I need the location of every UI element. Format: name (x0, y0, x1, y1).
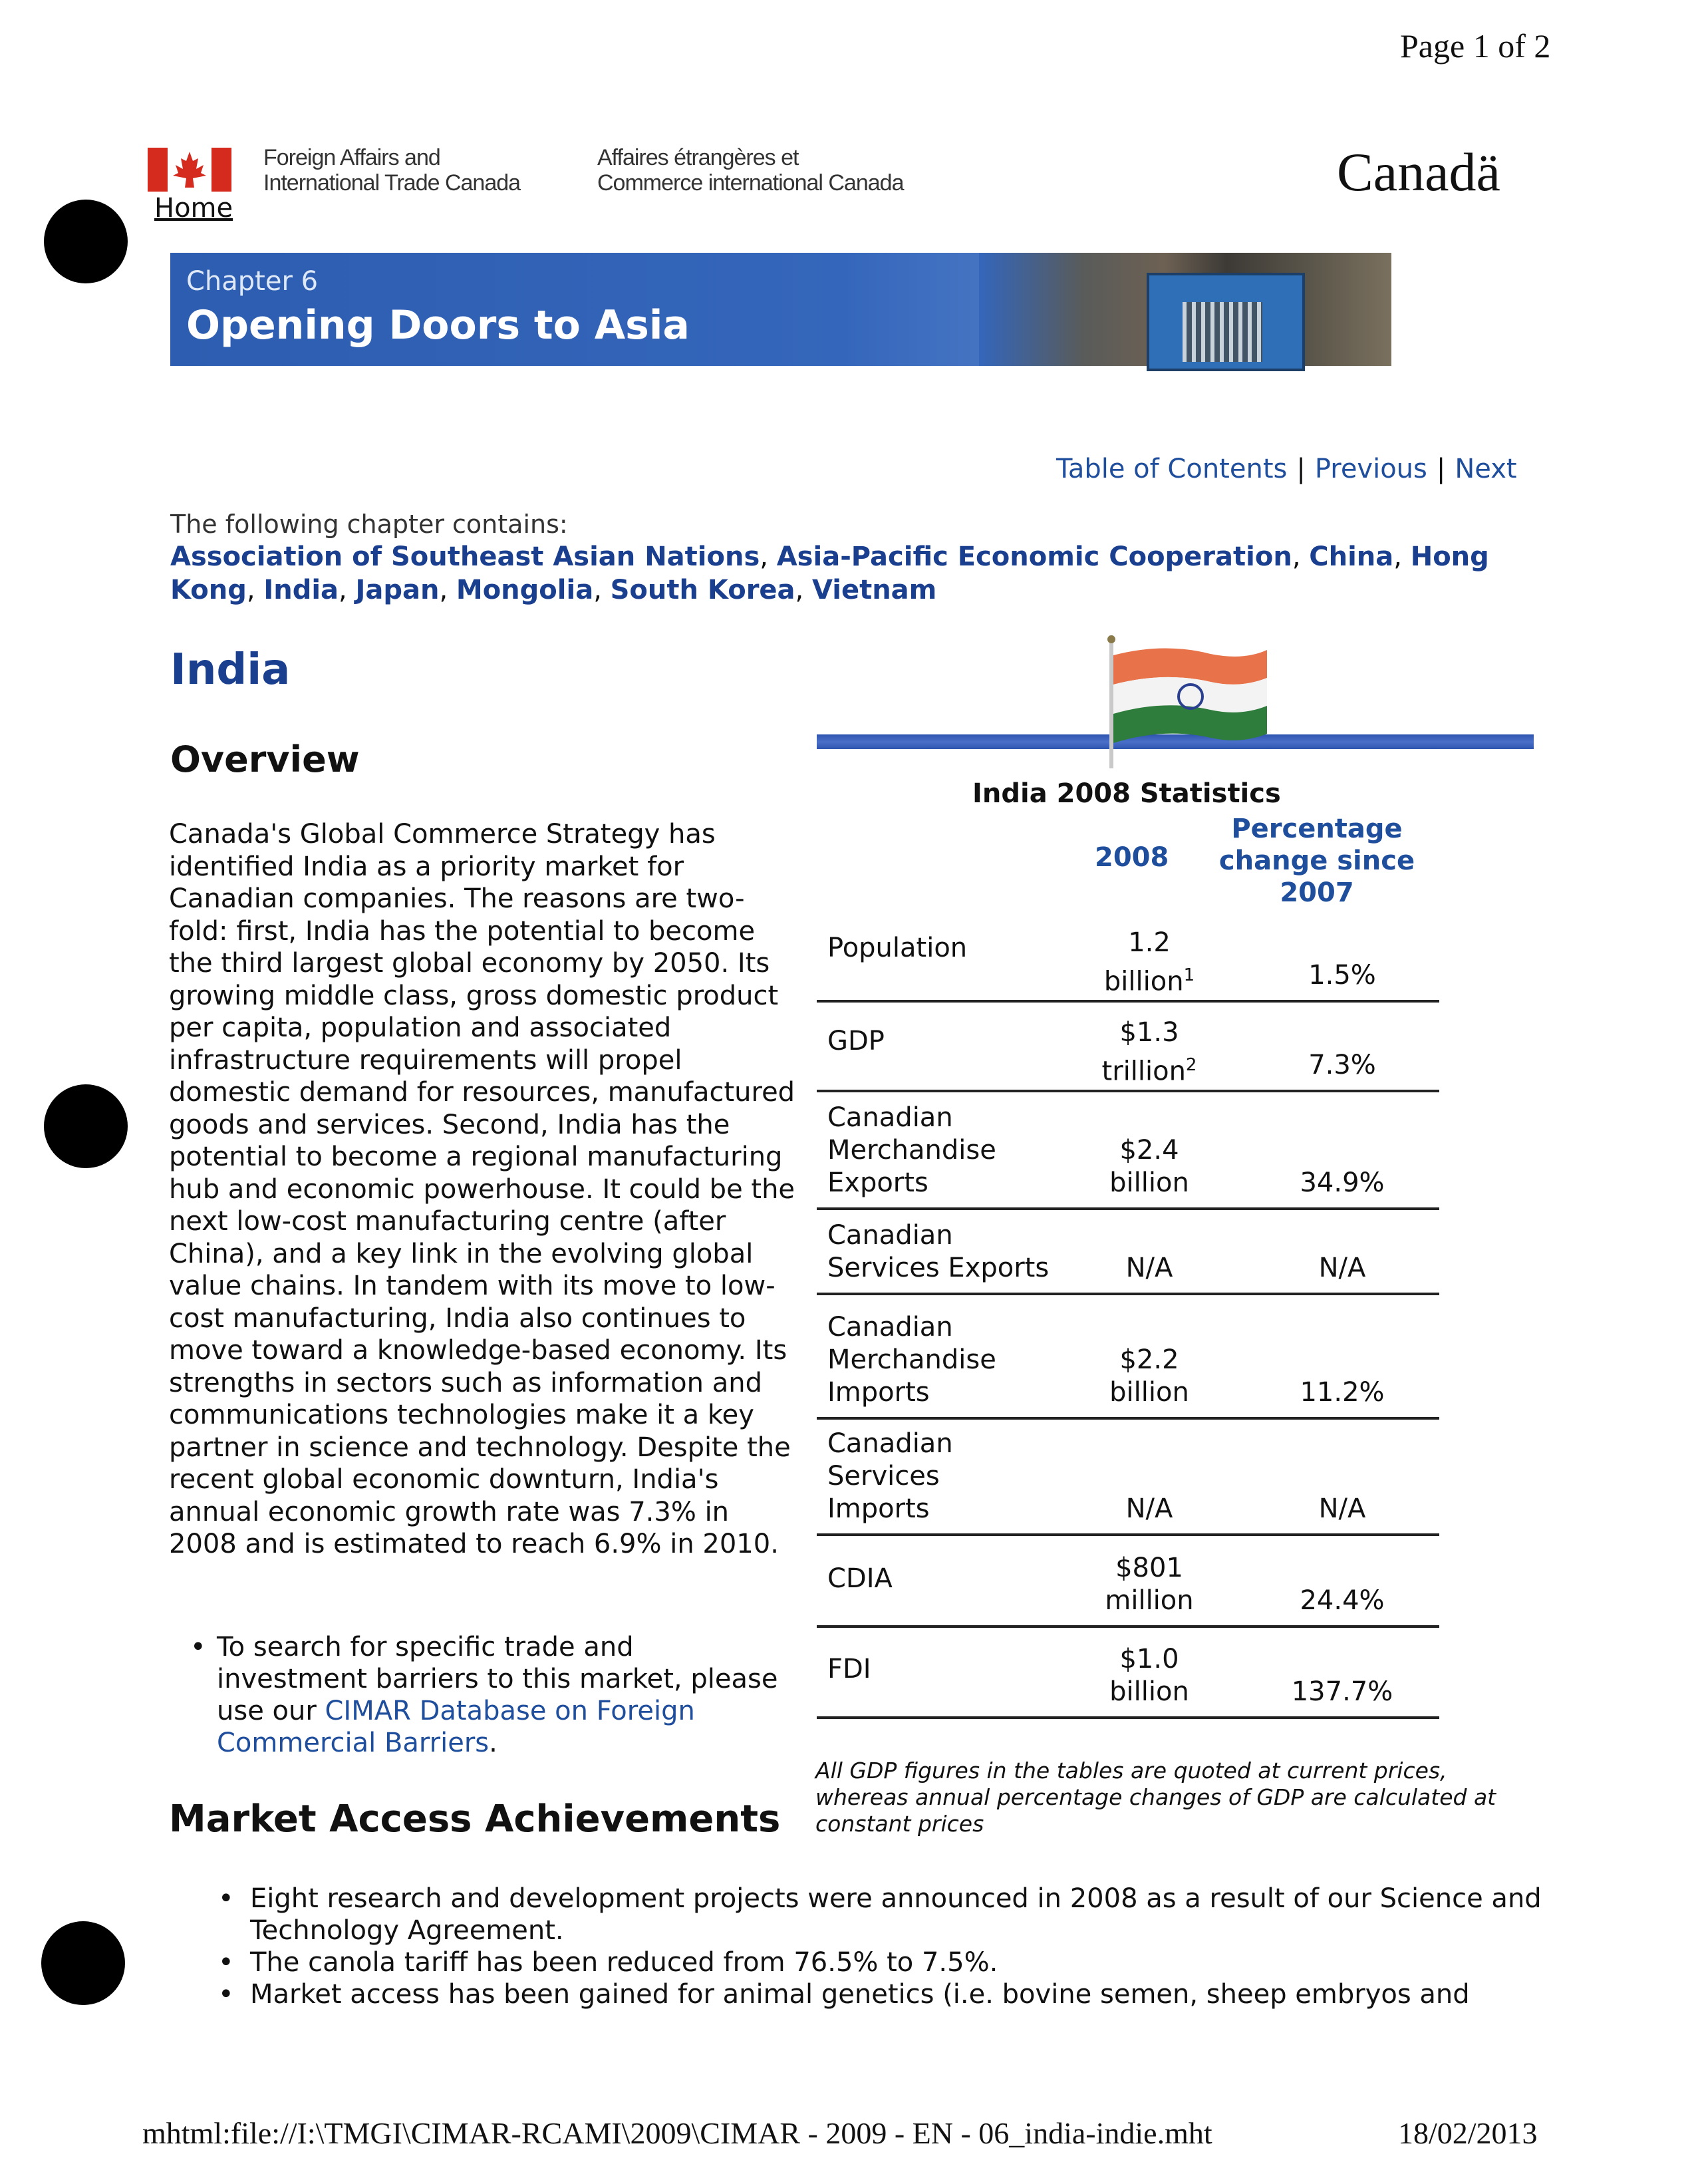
previous-link[interactable]: Previous (1314, 454, 1427, 484)
stats-row-value: $801 million (1105, 1553, 1194, 1616)
chapter-country-links: Association of Southeast Asian Nations, Asia-Pacific Economic Cooperation, China, Hong Kong, India, Japan, Mongolia, South Korea, Vietnam (170, 542, 1489, 605)
stats-row-value: N/A (1125, 1493, 1173, 1524)
cimar-database-link[interactable]: CIMAR Database on Foreign Commercial Barriers (217, 1696, 695, 1758)
stats-row (817, 1627, 1439, 1719)
footnote-marker: 2 (1185, 1055, 1197, 1075)
stats-row-label: Population (827, 933, 968, 963)
stats-row-pct: 24.4% (1300, 1585, 1385, 1616)
page-nav (1056, 454, 1517, 484)
stats-row-value: N/A (1125, 1253, 1173, 1283)
stats-col-pct: Percentage change since 2007 (1218, 814, 1415, 908)
list-item: • Market access has been gained for animal genetics (i.e. bovine semen, sheep embryos and (218, 1979, 1470, 2010)
stats-row (817, 901, 1439, 1003)
country-link-india[interactable]: India (263, 575, 339, 605)
stats-title: India 2008 Statistics (972, 778, 1281, 809)
stats-row-pct: 11.2% (1300, 1377, 1385, 1408)
list-item: • Eight research and development projects were announced in 2008 as a result of our Science and Technology Agreement. (218, 1883, 1542, 1946)
stats-row (817, 1091, 1439, 1210)
footnote-marker: 1 (1183, 965, 1195, 985)
next-link[interactable]: Next (1455, 454, 1517, 484)
list-item: • The canola tariff has been reduced from 76.5% to 7.5%. (218, 1947, 998, 1978)
stats-row (817, 1294, 1439, 1420)
country-link-hong-kong[interactable]: Hong Kong (170, 542, 1489, 605)
home-link[interactable]: Home (154, 193, 233, 224)
country-link-china[interactable]: China (1309, 542, 1394, 572)
search-bullet: • To search for specific trade and investment barriers to this market, please use our CIMAR Database on Foreign Commercial Barriers. (190, 1632, 778, 1758)
nav-separator: | (1436, 454, 1446, 484)
stats-row-label: Canadian Services Exports (827, 1220, 1050, 1283)
nav-separator: | (1296, 454, 1306, 484)
stats-row-value: 1.2 billion$^1$ (1103, 927, 1195, 997)
stats-row (817, 1417, 1439, 1536)
chapter-banner (170, 253, 1391, 366)
file-path: mhtml:file://I:\TMGI\CIMAR-RCAMI\2009\CIMAR - 2009 - EN - 06_india-indie.mht (142, 2116, 1212, 2150)
country-title: India (170, 645, 291, 695)
stats-row-label: CDIA (827, 1563, 893, 1594)
country-link-asean[interactable]: Association of Southeast Asian Nations (170, 542, 760, 572)
overview-heading: Overview (170, 738, 360, 780)
dept-name-en: Foreign Affairs and International Trade Canada (263, 145, 521, 196)
stats-row-pct: 7.3% (1308, 1050, 1376, 1080)
stats-row (817, 1537, 1439, 1628)
stats-row (817, 1207, 1439, 1295)
chapter-number: Chapter 6 (186, 266, 319, 297)
stats-row-value: $1.0 billion (1109, 1644, 1189, 1707)
punch-hole (44, 200, 128, 283)
stats-row-pct: 137.7% (1291, 1676, 1393, 1707)
country-link-south-korea[interactable]: South Korea (610, 575, 795, 605)
market-access-heading: Market Access Achievements (169, 1797, 781, 1841)
stats-row-pct: N/A (1318, 1253, 1366, 1283)
dept-name-fr: Affaires étrangères et Commerce international Canada (597, 145, 904, 196)
truck-photo (979, 253, 1391, 366)
stats-row-label: GDP (827, 1026, 885, 1056)
country-link-vietnam[interactable]: Vietnam (811, 575, 937, 605)
table-of-contents-link[interactable]: Table of Contents (1056, 454, 1288, 484)
market-access-list (218, 1883, 1574, 2010)
stats-row-value: $1.3 trillion$^2$ (1101, 1017, 1197, 1087)
stats-row-value: $2.4 billion (1109, 1135, 1189, 1198)
stats-col-2008: 2008 (1095, 842, 1169, 873)
chapter-title: Opening Doors to Asia (186, 302, 690, 349)
truck-icon (1147, 273, 1305, 371)
stats-row-pct: N/A (1318, 1493, 1366, 1524)
india-flag-icon (1104, 635, 1270, 768)
stats-row-label: Canadian Services Imports (827, 1428, 953, 1524)
country-link-japan[interactable]: Japan (355, 575, 440, 605)
stats-row-label: FDI (827, 1653, 871, 1684)
contains-label: The following chapter contains: (170, 510, 568, 539)
canada-wordmark: Canadä (1337, 142, 1500, 202)
punch-hole (41, 1921, 125, 2005)
country-link-apec[interactable]: Asia-Pacific Economic Cooperation (776, 542, 1292, 572)
stats-row-pct: 1.5% (1308, 960, 1376, 991)
overview-text: Canada's Global Commerce Strategy has identified India as a priority market for Canadian companies. The reasons are two-fold: first, India has the potential to become the third largest global economy by 2050. Its growing middle class, gross domestic product per capita, population and associated infrastructure requirements will propel domestic demand for resources, manufactured goods and services. Second, India has the potential to become a regional manufacturing hub and economic powerhouse. It could be the next low-cost manufacturing centre (after China), and a key link in the evolving global value chains. In tandem with its move to low-cost manufacturing, India also continues to move toward a knowledge-based economy. Its strengths in sectors such as information and communications technologies make it a key partner in science and technology. Despite the recent global economic downturn, India's annual economic growth rate was 7.3% in 2008 and is estimated to reach 6.9% in 2010. (169, 819, 795, 1559)
stats-row-label: Canadian Merchandise Exports (827, 1102, 996, 1198)
stats-row-pct: 34.9% (1300, 1168, 1385, 1198)
print-date: 18/02/2013 (1398, 2116, 1538, 2150)
page-indicator: Page 1 of 2 (1400, 27, 1551, 65)
country-link-mongolia[interactable]: Mongolia (456, 575, 594, 605)
canada-flag-icon (148, 148, 231, 192)
punch-hole (44, 1084, 128, 1168)
gdp-note: All GDP figures in the tables are quoted at current prices, whereas annual percentage changes of GDP are calculated at constant prices (815, 1758, 1496, 1837)
stats-row (817, 998, 1439, 1092)
stats-row-label: Canadian Merchandise Imports (827, 1312, 996, 1408)
stats-row-value: $2.2 billion (1109, 1344, 1189, 1408)
